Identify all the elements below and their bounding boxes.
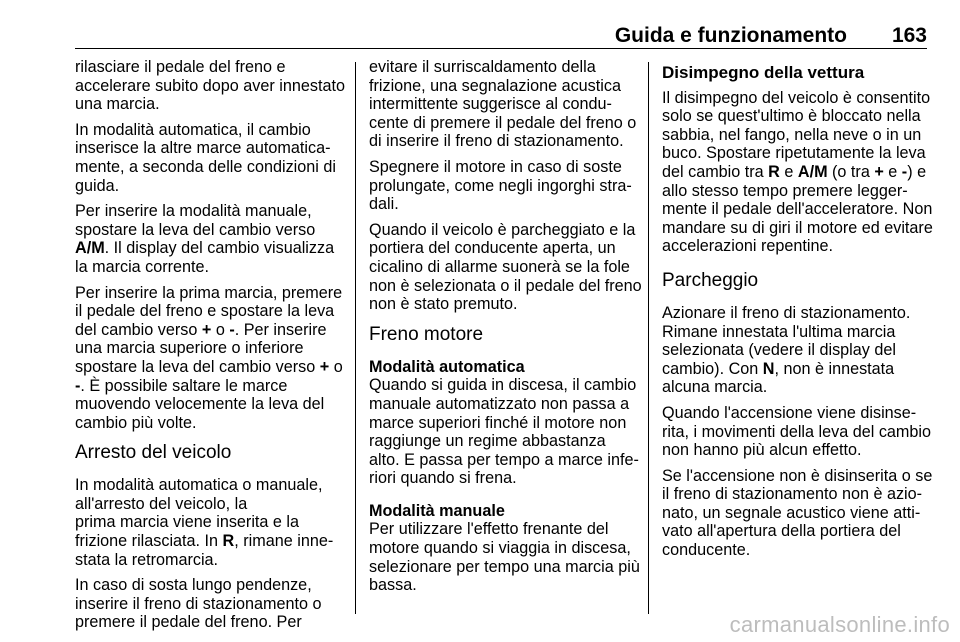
paragraph: [369, 220, 642, 314]
text-line: Quando si guida in discesa, il cambio: [369, 376, 637, 395]
text-line: non è selezionata o il pedale del freno: [369, 276, 642, 295]
text-line: [75, 321, 350, 340]
text-line: [75, 532, 350, 551]
text-fragment: . È possibile saltare le marce: [80, 376, 288, 395]
text-line: alcuna marcia.: [662, 378, 768, 397]
text-line: manuale automatizzato non passa a: [369, 394, 630, 413]
text-line: riori quando si frena.: [369, 469, 517, 488]
text-fragment: spostare la leva del cambio verso: [75, 357, 320, 376]
paragraph: [75, 576, 350, 632]
gear-key: A/M: [797, 162, 828, 181]
section-heading-parcheggio: Parcheggio: [662, 269, 759, 291]
text-fragment: . Il display del cambio visualizza: [104, 239, 335, 258]
text-line: In caso di sosta lungo pendenze,: [75, 576, 312, 595]
paragraph: [662, 304, 928, 397]
text-line: Per utilizzare l'effetto frenante del: [369, 520, 609, 539]
text-line: cente di premere il pedale del freno o: [369, 113, 637, 132]
text-line: Spegnere il motore in caso di soste: [369, 157, 622, 176]
text-fragment: , rimane inne-: [234, 532, 334, 551]
text-line: allo stesso tempo premere legger-: [662, 181, 908, 200]
text-line: sabbia, nel fango, nella neve o in un: [662, 125, 922, 144]
text-line: In modalità automatica o manuale,: [75, 476, 323, 495]
text-line: Rimane innestata l'ultima marcia: [662, 322, 896, 341]
text-fragment: , non è innestata: [774, 359, 895, 378]
text-line: rilasciare il pedale del freno e: [75, 58, 286, 76]
text-line: inserire il freno di stazionamento o: [75, 594, 322, 613]
text-line: muovendo velocemente la leva del: [75, 395, 325, 414]
gear-key: -: [901, 162, 908, 181]
text-line: intermittente suggerisce al condu-: [369, 95, 612, 114]
paragraph: [369, 376, 639, 488]
subheading-disimpegno: Disimpegno della vettura: [662, 63, 865, 82]
page-header: [75, 12, 927, 48]
gear-key: R: [222, 532, 235, 551]
text-fragment: e: [883, 162, 902, 181]
text-line: portiera del conducente aperta, un: [369, 239, 616, 258]
gear-key: -: [229, 320, 235, 339]
text-line: Azionare il freno di stazionamento.: [662, 303, 911, 322]
text-line: bassa.: [369, 576, 417, 595]
text-line: [662, 360, 928, 379]
text-line: una marcia.: [75, 95, 160, 114]
text-line: di inserire il freno di stazionamento.: [369, 132, 624, 151]
paragraph: [369, 158, 635, 214]
paragraph: [662, 88, 933, 256]
text-line: guida.: [75, 176, 120, 195]
text-line: motore quando si viaggia in discesa,: [369, 539, 631, 558]
text-line: non è stato premuto.: [369, 295, 518, 314]
text-line: [662, 163, 928, 182]
text-line: una marcia superiore o inferiore: [75, 339, 304, 358]
gear-key: +: [319, 357, 330, 376]
text-line: In modalità automatica, il cambio: [75, 120, 311, 139]
text-fragment: . Per inserire: [234, 320, 327, 339]
text-line: spostare la leva del cambio verso: [75, 220, 316, 239]
gear-key: N: [762, 359, 775, 378]
text-line: rita, i movimenti della leva del cambio: [662, 422, 932, 441]
gear-key: +: [201, 320, 212, 339]
text-line: Per inserire la modalità manuale,: [75, 202, 312, 221]
text-line: alto. E passa per tempo a marce infe-: [369, 450, 639, 469]
text-line: stata la retromarcia.: [75, 550, 219, 569]
text-fragment: o: [211, 320, 230, 339]
section-title: Guida e funzionamento: [614, 24, 847, 47]
paragraph: [75, 476, 350, 569]
gear-key: A/M: [75, 239, 105, 258]
gear-key: -: [75, 376, 81, 395]
text-line: Quando il veicolo è parcheggiato e la: [369, 220, 636, 239]
text-line: conducente.: [662, 541, 751, 560]
text-line: raggiunge un regime abbastanza: [369, 432, 606, 451]
paragraph: [662, 403, 932, 460]
text-line: evitare il surriscaldamento della: [369, 58, 596, 76]
text-fragment: del cambio tra: [662, 162, 769, 181]
header-divider: [75, 48, 927, 49]
paragraph: [75, 202, 350, 276]
text-fragment: del cambio verso: [75, 320, 202, 339]
column-divider-2: [648, 62, 649, 614]
text-line: mente il pedale dell'acceleratore. Non: [662, 200, 933, 219]
subheading-modalita-manuale: Modalità manuale: [369, 501, 505, 520]
column-3: [662, 58, 933, 567]
column-divider-1: [355, 62, 356, 614]
text-line: [75, 358, 350, 377]
column-2: [369, 58, 642, 602]
paragraph: [369, 520, 640, 595]
text-line: selezionare per tempo una marcia più: [369, 557, 640, 576]
text-line: Quando l'accensione viene disinse-: [662, 403, 917, 422]
paragraph: [75, 121, 350, 195]
text-line: mandare su di giri il motore ed evitare: [662, 218, 933, 237]
text-line: [75, 377, 350, 396]
section-heading-arresto: Arresto del veicolo: [75, 442, 232, 464]
text-fragment: cambio). Con: [662, 359, 763, 378]
text-line: nato, un segnale acustico viene atti-: [662, 503, 921, 522]
text-line: cicalino di allarme suonerà se la fole: [369, 257, 630, 276]
text-line: accelerare subito dopo aver innestato: [75, 76, 345, 95]
text-line: accelerazioni repentine.: [662, 237, 833, 256]
gear-key: R: [768, 162, 780, 181]
text-line: dali.: [369, 195, 399, 214]
text-fragment: o: [329, 357, 343, 376]
text-fragment: e: [779, 162, 798, 181]
text-line: il pedale del freno e spostare la leva: [75, 302, 335, 321]
text-line: il freno di stazionamento non è azio-: [662, 485, 923, 504]
text-line: buco. Spostare ripetutamente la leva: [662, 144, 926, 163]
text-line: Per inserire la prima marcia, premere: [75, 283, 343, 302]
text-fragment: ) e: [907, 162, 927, 181]
text-line: non hanno più alcun effetto.: [662, 441, 862, 460]
text-line: la marcia corrente.: [75, 257, 210, 276]
text-line: Se l'accensione non è disinserita o se: [662, 466, 933, 485]
text-line: [75, 239, 350, 258]
paragraph: [75, 284, 350, 433]
text-line: vato all'apertura della portiera del: [662, 522, 901, 541]
text-fragment: frizione rilasciata. In: [75, 532, 223, 551]
text-line: marce superiori finché il motore non: [369, 413, 627, 432]
text-line: inserisce la altre marce automatica-: [75, 139, 331, 158]
section-heading-freno-motore: Freno motore: [369, 323, 484, 345]
paragraph: [662, 466, 933, 560]
text-line: selezionata (vedere il display del: [662, 341, 896, 360]
text-line: premere il pedale del freno. Per: [75, 613, 302, 632]
column-1: [75, 58, 350, 639]
text-line: mente, a seconda delle condizioni di: [75, 157, 336, 176]
text-line: solo se quest'ultimo è bloccato nella: [662, 107, 921, 126]
paragraph: [369, 58, 635, 151]
text-line: prima marcia viene inserita e la: [75, 513, 300, 532]
text-line: prolungate, come negli ingorghi stra-: [369, 176, 632, 195]
page-number: 163: [891, 24, 927, 47]
subheading-modalita-automatica: Modalità automatica: [369, 357, 525, 376]
watermark: carmanualsonline.info: [729, 612, 950, 637]
text-line: Il disimpegno del veicolo è consentito: [662, 88, 931, 107]
text-line: cambio più volte.: [75, 413, 197, 432]
text-line: all'arresto del veicolo, la: [75, 494, 248, 513]
text-fragment: (o tra: [827, 162, 875, 181]
text-line: frizione, una segnalazione acustica: [369, 76, 621, 95]
gear-key: +: [874, 162, 884, 181]
paragraph: [75, 58, 350, 114]
